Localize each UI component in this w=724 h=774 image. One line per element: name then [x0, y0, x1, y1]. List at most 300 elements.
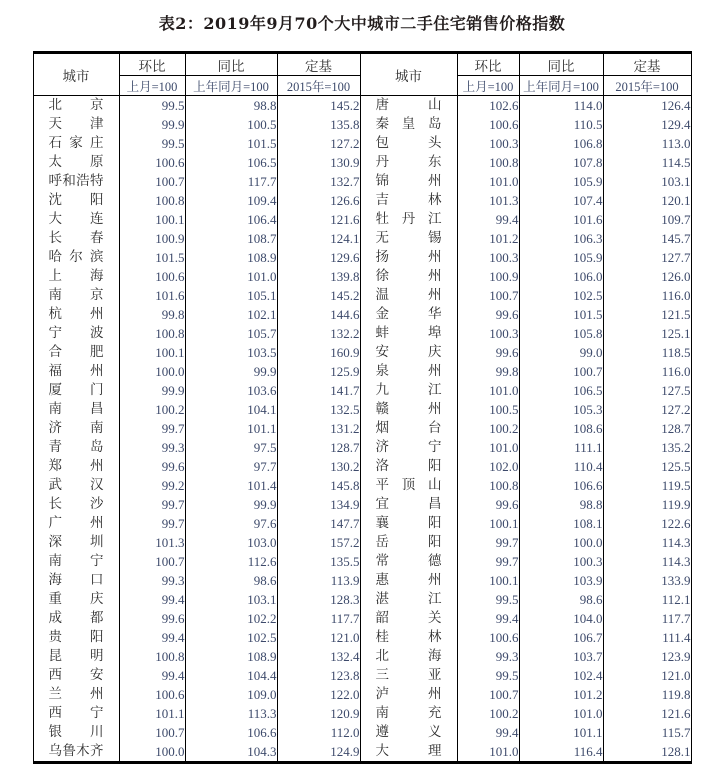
- city-cell: [33, 419, 119, 438]
- yoy-value-cell: 105.1: [185, 286, 277, 305]
- yoy-value-cell: 103.6: [185, 381, 277, 400]
- base-value-cell: 145.2: [277, 96, 360, 116]
- yoy-value-cell: 103.5: [185, 343, 277, 362]
- city-cell: [360, 438, 457, 457]
- table-row: [33, 96, 691, 116]
- city-cell: [33, 457, 119, 476]
- yoy-column-header-left: 同比: [185, 53, 277, 76]
- city-name: 兰州: [48, 686, 104, 702]
- mom-value-cell: 100.7: [119, 552, 185, 571]
- mom-value-cell: 100.6: [457, 628, 519, 647]
- yoy-value-cell: 99.0: [519, 343, 603, 362]
- mom-value-cell: 100.6: [457, 115, 519, 134]
- city-name: 温州: [375, 287, 442, 303]
- yoy-value-cell: 106.3: [519, 229, 603, 248]
- city-cell: [33, 514, 119, 533]
- base-value-cell: 123.8: [277, 666, 360, 685]
- yoy-value-cell: 105.7: [185, 324, 277, 343]
- yoy-value-cell: 106.4: [185, 210, 277, 229]
- mom-base-note-right: 上月=100: [457, 76, 519, 96]
- city-name: 岳阳: [375, 534, 442, 550]
- yoy-base-note-right: 上年同月=100: [519, 76, 603, 96]
- mom-value-cell: 100.3: [457, 324, 519, 343]
- base-value-cell: 127.2: [277, 134, 360, 153]
- mom-value-cell: 102.0: [457, 457, 519, 476]
- yoy-value-cell: 101.2: [519, 685, 603, 704]
- city-cell: [33, 628, 119, 647]
- yoy-value-cell: 103.0: [185, 533, 277, 552]
- table-row: [33, 362, 691, 381]
- city-cell: [33, 400, 119, 419]
- city-name: 三亚: [375, 667, 442, 683]
- city-name: 吉林: [375, 192, 442, 208]
- fixed-base-note-right: 2015年=100: [603, 76, 691, 96]
- base-value-cell: 116.0: [603, 362, 691, 381]
- fixed-base-note-left: 2015年=100: [277, 76, 360, 96]
- table-row: [33, 742, 691, 763]
- table-row: [33, 267, 691, 286]
- city-cell: [360, 609, 457, 628]
- city-cell: [360, 229, 457, 248]
- city-cell: [33, 685, 119, 704]
- yoy-value-cell: 100.3: [519, 552, 603, 571]
- city-name: 宜昌: [375, 496, 442, 512]
- mom-value-cell: 99.8: [119, 305, 185, 324]
- yoy-value-cell: 106.5: [185, 153, 277, 172]
- city-cell: [33, 495, 119, 514]
- base-value-cell: 157.2: [277, 533, 360, 552]
- page-title: 表2：2019年9月70个大中城市二手住宅销售价格指数: [158, 14, 566, 33]
- table-body: [33, 96, 691, 763]
- mom-value-cell: 99.4: [457, 723, 519, 742]
- mom-base-note-left: 上月=100: [119, 76, 185, 96]
- base-value-cell: 129.6: [277, 248, 360, 267]
- yoy-value-cell: 108.6: [519, 419, 603, 438]
- table-row: [33, 400, 691, 419]
- yoy-value-cell: 116.4: [519, 742, 603, 763]
- city-cell: [33, 552, 119, 571]
- city-name: 金华: [375, 306, 442, 322]
- yoy-value-cell: 99.9: [185, 362, 277, 381]
- mom-value-cell: 100.8: [457, 153, 519, 172]
- mom-value-cell: 99.4: [119, 628, 185, 647]
- city-name: 惠州: [375, 572, 442, 588]
- base-value-cell: 113.9: [277, 571, 360, 590]
- yoy-value-cell: 108.1: [519, 514, 603, 533]
- city-name: 北海: [375, 648, 442, 664]
- table-row: [33, 457, 691, 476]
- city-column-header-left: 城市: [33, 53, 119, 96]
- base-value-cell: 117.7: [277, 609, 360, 628]
- mom-value-cell: 100.6: [119, 153, 185, 172]
- base-value-cell: 133.9: [603, 571, 691, 590]
- city-name: 西安: [48, 667, 104, 683]
- city-cell: [33, 609, 119, 628]
- mom-value-cell: 101.3: [457, 191, 519, 210]
- mom-value-cell: 101.0: [457, 742, 519, 763]
- base-value-cell: 119.8: [603, 685, 691, 704]
- city-cell: [33, 286, 119, 305]
- mom-column-header-left: 环比: [119, 53, 185, 76]
- city-name: 上海: [48, 268, 104, 284]
- base-value-cell: 134.9: [277, 495, 360, 514]
- mom-value-cell: 99.3: [119, 438, 185, 457]
- city-cell: [360, 666, 457, 685]
- yoy-value-cell: 101.1: [519, 723, 603, 742]
- city-cell: [33, 134, 119, 153]
- table-row: [33, 419, 691, 438]
- city-column-header-right: 城市: [360, 53, 457, 96]
- city-cell: [33, 115, 119, 134]
- yoy-value-cell: 99.9: [185, 495, 277, 514]
- city-name: 西宁: [48, 705, 104, 721]
- city-name: 青岛: [48, 439, 104, 455]
- mom-value-cell: 100.7: [457, 286, 519, 305]
- mom-value-cell: 100.7: [119, 723, 185, 742]
- city-name: 赣州: [375, 401, 442, 417]
- city-cell: [33, 647, 119, 666]
- city-name: 天津: [48, 116, 104, 132]
- yoy-column-header-right: 同比: [519, 53, 603, 76]
- city-name: 南京: [48, 287, 104, 303]
- city-name: 襄阳: [375, 515, 442, 531]
- city-name: 洛阳: [375, 458, 442, 474]
- base-value-cell: 160.9: [277, 343, 360, 362]
- city-cell: [360, 552, 457, 571]
- city-name: 济宁: [375, 439, 442, 455]
- mom-value-cell: 99.3: [119, 571, 185, 590]
- base-value-cell: 125.1: [603, 324, 691, 343]
- table-header: [33, 53, 691, 96]
- yoy-value-cell: 106.7: [519, 628, 603, 647]
- city-name: 银川: [48, 724, 104, 740]
- table-row: [33, 647, 691, 666]
- city-cell: [360, 685, 457, 704]
- city-cell: [360, 172, 457, 191]
- base-value-cell: 116.0: [603, 286, 691, 305]
- city-name: 深圳: [48, 534, 104, 550]
- mom-value-cell: 100.0: [119, 742, 185, 763]
- city-name: 大理: [375, 743, 442, 759]
- yoy-base-note-left: 上年同月=100: [185, 76, 277, 96]
- table-row: [33, 172, 691, 191]
- base-value-cell: 132.4: [277, 647, 360, 666]
- city-cell: [33, 533, 119, 552]
- yoy-value-cell: 104.0: [519, 609, 603, 628]
- city-cell: [360, 324, 457, 343]
- city-name: 徐州: [375, 268, 442, 284]
- table-row: [33, 723, 691, 742]
- city-cell: [360, 210, 457, 229]
- yoy-value-cell: 106.6: [519, 476, 603, 495]
- base-value-cell: 141.7: [277, 381, 360, 400]
- city-name: 常德: [375, 553, 442, 569]
- city-cell: [360, 305, 457, 324]
- city-name: 沈阳: [48, 192, 104, 208]
- yoy-value-cell: 103.7: [519, 647, 603, 666]
- city-name: 呼和浩特: [48, 173, 104, 189]
- base-value-cell: 119.9: [603, 495, 691, 514]
- table-row: [33, 438, 691, 457]
- base-value-cell: 128.3: [277, 590, 360, 609]
- city-cell: [360, 153, 457, 172]
- base-value-cell: 123.9: [603, 647, 691, 666]
- city-name: 南宁: [48, 553, 104, 569]
- yoy-value-cell: 101.1: [185, 419, 277, 438]
- mom-value-cell: 100.7: [119, 172, 185, 191]
- city-name: 贵阳: [48, 629, 104, 645]
- base-value-cell: 114.3: [603, 552, 691, 571]
- base-value-cell: 144.6: [277, 305, 360, 324]
- table-row: [33, 248, 691, 267]
- city-cell: [360, 723, 457, 742]
- mom-column-header-right: 环比: [457, 53, 519, 76]
- base-value-cell: 103.1: [603, 172, 691, 191]
- yoy-value-cell: 98.6: [185, 571, 277, 590]
- city-name: 遵义: [375, 724, 442, 740]
- city-cell: [360, 286, 457, 305]
- city-cell: [33, 229, 119, 248]
- city-cell: [360, 457, 457, 476]
- city-cell: [33, 381, 119, 400]
- city-cell: [33, 153, 119, 172]
- yoy-value-cell: 107.4: [519, 191, 603, 210]
- base-column-header-right: 定基: [603, 53, 691, 76]
- city-cell: [33, 476, 119, 495]
- mom-value-cell: 100.1: [119, 210, 185, 229]
- table-row: [33, 286, 691, 305]
- table-row: [33, 229, 691, 248]
- city-cell: [33, 248, 119, 267]
- city-name: 蚌埠: [375, 325, 442, 341]
- yoy-value-cell: 105.3: [519, 400, 603, 419]
- city-cell: [360, 362, 457, 381]
- yoy-value-cell: 106.5: [519, 381, 603, 400]
- base-value-cell: 128.7: [277, 438, 360, 457]
- mom-value-cell: 100.2: [119, 400, 185, 419]
- city-name: 石家庄: [48, 135, 104, 151]
- yoy-value-cell: 102.2: [185, 609, 277, 628]
- yoy-value-cell: 104.1: [185, 400, 277, 419]
- base-value-cell: 118.5: [603, 343, 691, 362]
- city-name: 安庆: [375, 344, 442, 360]
- city-cell: [360, 628, 457, 647]
- yoy-value-cell: 101.5: [185, 134, 277, 153]
- table-row: [33, 191, 691, 210]
- yoy-value-cell: 103.1: [185, 590, 277, 609]
- table-row: [33, 609, 691, 628]
- city-name: 唐山: [375, 97, 442, 113]
- city-name: 福州: [48, 363, 104, 379]
- yoy-value-cell: 101.0: [185, 267, 277, 286]
- mom-value-cell: 100.1: [457, 514, 519, 533]
- base-value-cell: 131.2: [277, 419, 360, 438]
- mom-value-cell: 99.9: [119, 115, 185, 134]
- city-name: 合肥: [48, 344, 104, 360]
- city-cell: [33, 210, 119, 229]
- base-value-cell: 132.2: [277, 324, 360, 343]
- mom-value-cell: 99.4: [119, 590, 185, 609]
- city-name: 秦皇岛: [375, 116, 442, 132]
- city-cell: [33, 362, 119, 381]
- city-cell: [33, 96, 119, 116]
- base-value-cell: 135.2: [603, 438, 691, 457]
- yoy-value-cell: 102.5: [185, 628, 277, 647]
- base-value-cell: 122.0: [277, 685, 360, 704]
- base-value-cell: 132.5: [277, 400, 360, 419]
- table-row: [33, 495, 691, 514]
- yoy-value-cell: 103.9: [519, 571, 603, 590]
- yoy-value-cell: 109.4: [185, 191, 277, 210]
- city-name: 南昌: [48, 401, 104, 417]
- city-name: 湛江: [375, 591, 442, 607]
- city-name: 桂林: [375, 629, 442, 645]
- city-name: 长沙: [48, 496, 104, 512]
- mom-value-cell: 101.5: [119, 248, 185, 267]
- city-cell: [360, 476, 457, 495]
- yoy-value-cell: 101.0: [519, 704, 603, 723]
- city-name: 无锡: [375, 230, 442, 246]
- yoy-value-cell: 107.8: [519, 153, 603, 172]
- header-row-main: [33, 53, 691, 76]
- city-name: 大连: [48, 211, 104, 227]
- city-cell: [360, 191, 457, 210]
- base-value-cell: 125.5: [603, 457, 691, 476]
- base-value-cell: 125.9: [277, 362, 360, 381]
- city-name: 牡丹江: [375, 211, 442, 227]
- city-name: 太原: [48, 154, 104, 170]
- table-row: [33, 210, 691, 229]
- mom-value-cell: 100.1: [457, 571, 519, 590]
- yoy-value-cell: 108.9: [185, 248, 277, 267]
- city-cell: [360, 267, 457, 286]
- city-cell: [360, 248, 457, 267]
- mom-value-cell: 99.4: [457, 210, 519, 229]
- table-row: [33, 476, 691, 495]
- yoy-value-cell: 108.9: [185, 647, 277, 666]
- yoy-value-cell: 105.9: [519, 248, 603, 267]
- yoy-value-cell: 112.6: [185, 552, 277, 571]
- yoy-value-cell: 106.6: [185, 723, 277, 742]
- base-value-cell: 135.8: [277, 115, 360, 134]
- city-name: 长春: [48, 230, 104, 246]
- yoy-value-cell: 104.3: [185, 742, 277, 763]
- base-value-cell: 112.1: [603, 590, 691, 609]
- base-value-cell: 145.7: [603, 229, 691, 248]
- mom-value-cell: 100.8: [119, 191, 185, 210]
- city-name: 九江: [375, 382, 442, 398]
- mom-value-cell: 100.0: [119, 362, 185, 381]
- mom-value-cell: 100.3: [457, 248, 519, 267]
- base-value-cell: 124.9: [277, 742, 360, 763]
- table-row: [33, 153, 691, 172]
- base-value-cell: 121.0: [603, 666, 691, 685]
- city-name: 泸州: [375, 686, 442, 702]
- mom-value-cell: 100.9: [119, 229, 185, 248]
- mom-value-cell: 102.6: [457, 96, 519, 116]
- city-cell: [360, 134, 457, 153]
- yoy-value-cell: 117.7: [185, 172, 277, 191]
- yoy-value-cell: 113.3: [185, 704, 277, 723]
- city-cell: [360, 571, 457, 590]
- mom-value-cell: 101.6: [119, 286, 185, 305]
- base-value-cell: 127.7: [603, 248, 691, 267]
- city-name: 宁波: [48, 325, 104, 341]
- mom-value-cell: 99.2: [119, 476, 185, 495]
- mom-value-cell: 99.5: [457, 590, 519, 609]
- city-cell: [33, 742, 119, 763]
- mom-value-cell: 99.6: [457, 343, 519, 362]
- city-cell: [360, 495, 457, 514]
- city-cell: [360, 533, 457, 552]
- base-value-cell: 127.5: [603, 381, 691, 400]
- yoy-value-cell: 106.0: [519, 267, 603, 286]
- table-row: [33, 115, 691, 134]
- mom-value-cell: 99.7: [119, 514, 185, 533]
- mom-value-cell: 101.0: [457, 381, 519, 400]
- city-name: 郑州: [48, 458, 104, 474]
- mom-value-cell: 99.5: [119, 96, 185, 116]
- city-name: 哈尔滨: [48, 249, 104, 265]
- mom-value-cell: 99.6: [457, 305, 519, 324]
- city-cell: [33, 267, 119, 286]
- city-name: 平顶山: [375, 477, 442, 493]
- mom-value-cell: 99.5: [457, 666, 519, 685]
- table-row: [33, 533, 691, 552]
- table-row: [33, 552, 691, 571]
- base-value-cell: 139.8: [277, 267, 360, 286]
- mom-value-cell: 100.6: [119, 267, 185, 286]
- yoy-value-cell: 98.6: [519, 590, 603, 609]
- table-row: [33, 685, 691, 704]
- yoy-value-cell: 102.4: [519, 666, 603, 685]
- city-cell: [360, 647, 457, 666]
- city-cell: [360, 419, 457, 438]
- base-value-cell: 121.0: [277, 628, 360, 647]
- city-cell: [360, 514, 457, 533]
- city-cell: [360, 590, 457, 609]
- base-value-cell: 117.7: [603, 609, 691, 628]
- mom-value-cell: 100.8: [457, 476, 519, 495]
- base-value-cell: 109.7: [603, 210, 691, 229]
- mom-value-cell: 99.6: [457, 495, 519, 514]
- yoy-value-cell: 100.5: [185, 115, 277, 134]
- base-value-cell: 130.9: [277, 153, 360, 172]
- yoy-value-cell: 106.8: [519, 134, 603, 153]
- base-value-cell: 121.6: [603, 704, 691, 723]
- table-row: [33, 704, 691, 723]
- mom-value-cell: 100.1: [119, 343, 185, 362]
- table-row: [33, 571, 691, 590]
- city-cell: [360, 704, 457, 723]
- city-cell: [33, 324, 119, 343]
- mom-value-cell: 101.3: [119, 533, 185, 552]
- table-row: [33, 590, 691, 609]
- base-value-cell: 130.2: [277, 457, 360, 476]
- base-value-cell: 135.5: [277, 552, 360, 571]
- mom-value-cell: 101.0: [457, 172, 519, 191]
- city-cell: [360, 381, 457, 400]
- mom-value-cell: 100.6: [119, 685, 185, 704]
- table-row: [33, 381, 691, 400]
- table-row: [33, 343, 691, 362]
- yoy-value-cell: 110.5: [519, 115, 603, 134]
- city-name: 丹东: [375, 154, 442, 170]
- city-name: 济南: [48, 420, 104, 436]
- yoy-value-cell: 97.6: [185, 514, 277, 533]
- city-name: 厦门: [48, 382, 104, 398]
- mom-value-cell: 99.9: [119, 381, 185, 400]
